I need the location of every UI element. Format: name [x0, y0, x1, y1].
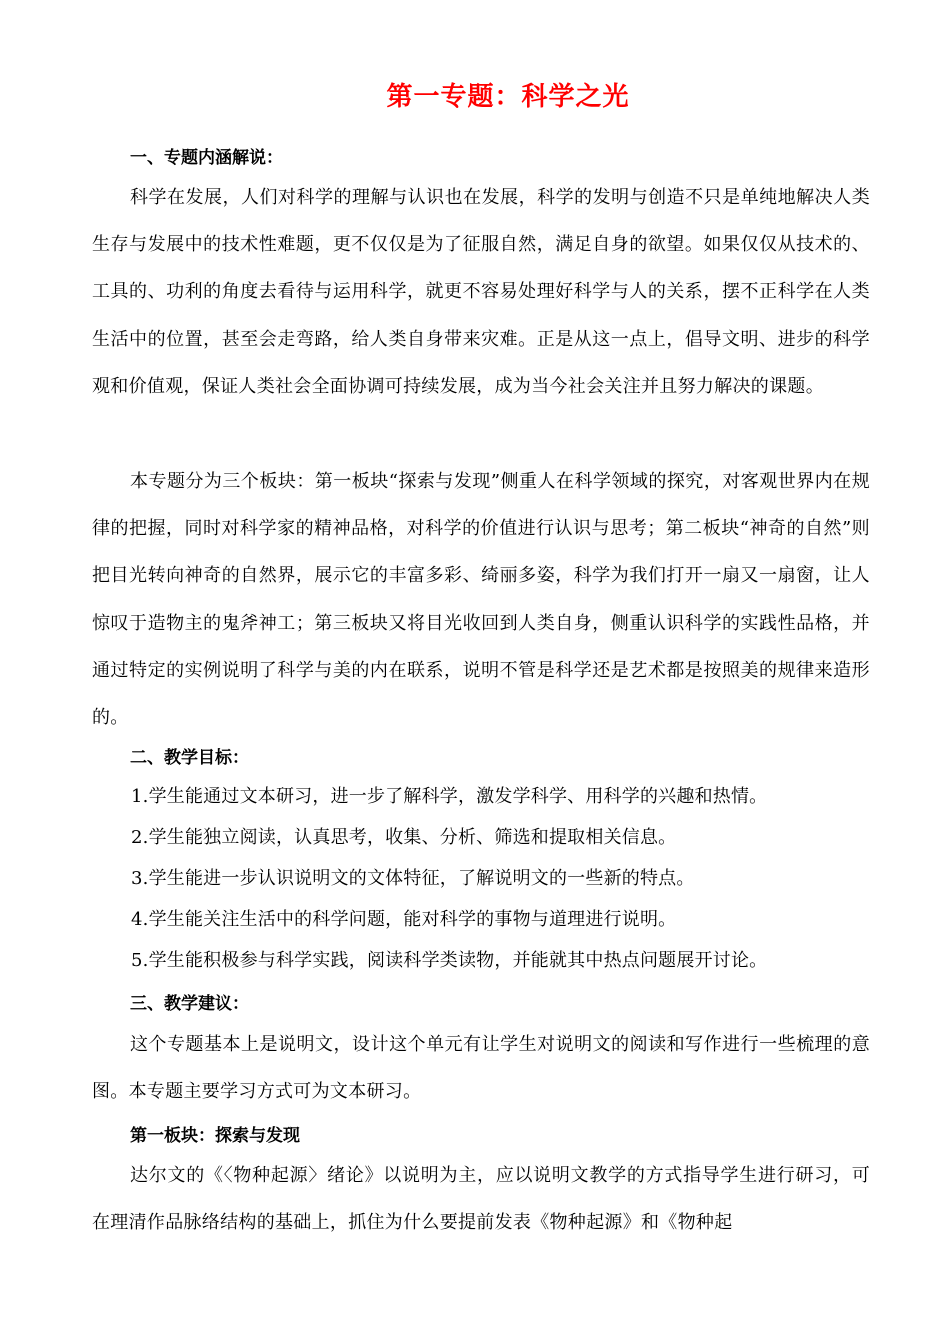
- paragraph-block-one: 达尔文的《〈物种起源〉绪论》以说明为主，应以说明文教学的方式指导学生进行研习，可在理清作品脉络结构的基础上，抓住为什么要提前发表《物种起源》和《物种起: [92, 1165, 870, 1234]
- goal-item: 3.学生能进一步认识说明文的文体特征，了解说明文的一些新的特点。: [131, 868, 695, 889]
- section-heading-connotation: 一、专题内涵解说：: [130, 148, 283, 168]
- goal-item: 2.学生能独立阅读，认真思考，收集、分析、筛选和提取相关信息。: [131, 827, 677, 848]
- section-heading-suggestions: 三、教学建议：: [130, 994, 249, 1014]
- paragraph-connotation-1: 科学在发展，人们对科学的理解与认识也在发展，科学的发明与创造不只是单纯地解决人类生存与发展中的技术性难题，更不仅仅是为了征服自然，满足自身的欲望。如果仅仅从技术的、工具的、功利的角度去看待与运用科学，就更不容易处理好科学与人的关系，摆不正科学在人类生活中的位置，甚至会走弯路，给人类自身带来灾难。正是从这一点上，倡导文明、进步的科学观和价值观，保证人类社会全面协调可持续发展，成为当今社会关注并且努力解决的课题。: [92, 187, 870, 397]
- goal-item: 5.学生能积极参与科学实践，阅读科学类读物，并能就其中热点问题展开讨论。: [131, 950, 768, 971]
- goal-item: 1.学生能通过文本研习，进一步了解科学，激发学科学、用科学的兴趣和热情。: [131, 786, 768, 807]
- paragraph-suggestions-1: 这个专题基本上是说明文，设计这个单元有让学生对说明文的阅读和写作进行一些梳理的意图。本专题主要学习方式可为文本研习。: [92, 1034, 870, 1103]
- section-heading-goals: 二、教学目标：: [130, 748, 249, 768]
- goal-item: 4.学生能关注生活中的科学问题，能对科学的事物与道理进行说明。: [131, 909, 677, 930]
- paragraph-connotation-2: 本专题分为三个板块：第一板块“探索与发现”侧重人在科学领域的探究，对客观世界内在规律的把握，同时对科学家的精神品格，对科学的价值进行认识与思考；第二板块“神奇的自然”则把目光转向神奇的自然界，展示它的丰富多彩、绮丽多姿，科学为我们打开一扇又一扇窗，让人惊叹于造物主的鬼斧神工；第三板块又将目光收回到人类自身，侧重认识科学的实践性品格，并通过特定的实例说明了科学与美的内在联系，说明不管是科学还是艺术都是按照美的规律来造形的。: [92, 471, 870, 729]
- document-title: 第一专题：科学之光: [386, 82, 630, 112]
- subheading-block-one: 第一板块：探索与发现: [130, 1126, 300, 1146]
